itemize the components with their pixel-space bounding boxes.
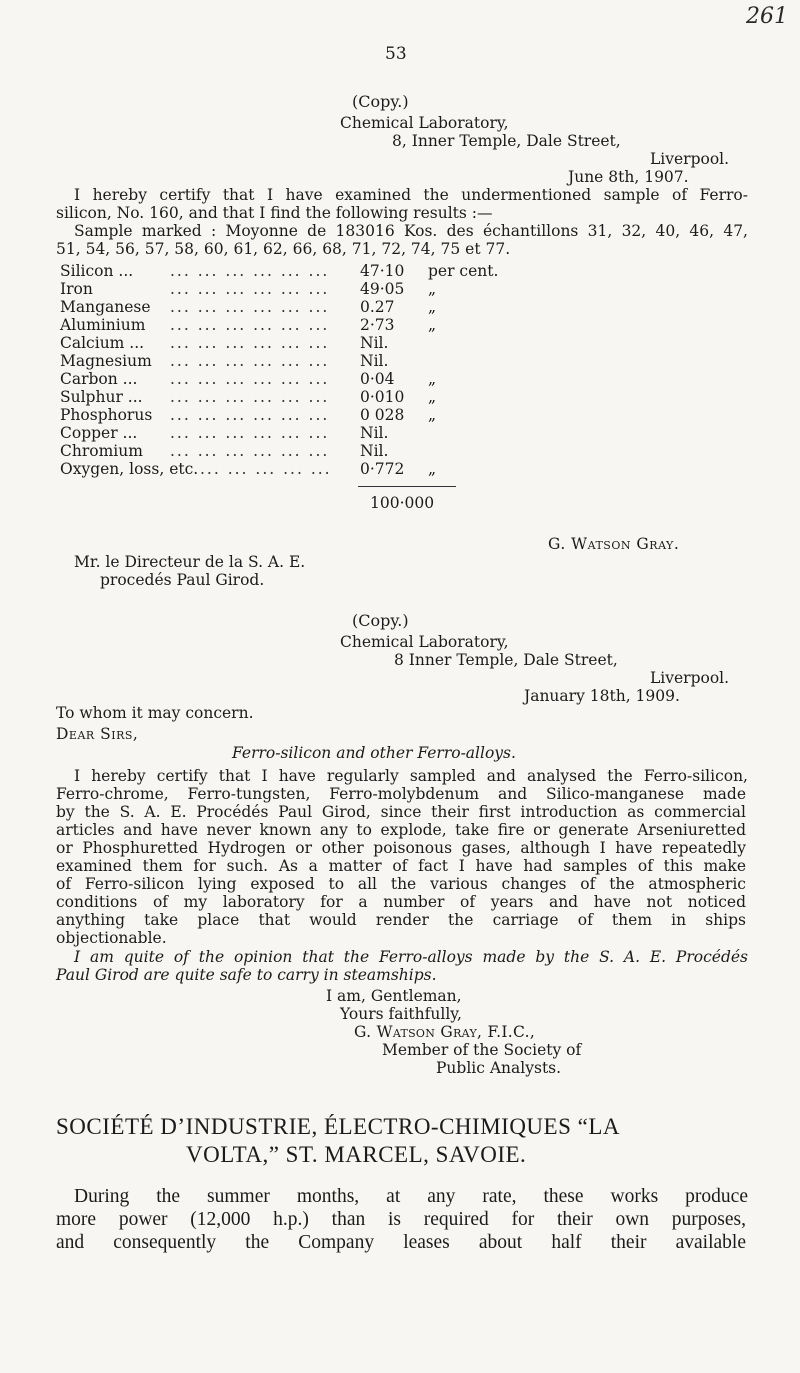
table-row	[60, 370, 760, 389]
salutation: Dear Sirs,	[56, 725, 139, 743]
element-value: 0·010	[360, 388, 405, 406]
address-line: Liverpool.	[650, 150, 730, 168]
total-value: 100·000	[370, 494, 435, 512]
element-value: 2·73	[360, 316, 395, 334]
element-value: Nil.	[360, 352, 389, 370]
element-name: Carbon ...	[60, 370, 138, 388]
element-unit: per cent.	[428, 262, 499, 280]
copy-label: (Copy.)	[352, 92, 409, 111]
table-row	[60, 334, 760, 353]
closing-line: Member of the Society of	[382, 1041, 582, 1059]
addressee-line: Mr. le Directeur de la S. A. E.	[74, 553, 306, 571]
section-body-line: and consequently the Company leases about half their available	[56, 1232, 746, 1253]
element-name: Calcium ...	[60, 334, 145, 352]
table-row	[60, 424, 760, 443]
table-row	[60, 460, 760, 479]
element-unit: „	[428, 316, 437, 334]
opinion-line: I am quite of the opinion that the Ferro-alloys made by the S. A. E. Procédés	[74, 948, 748, 966]
table-row	[60, 262, 760, 281]
section-heading: SOCIÉTÉ D’INDUSTRIE, ÉLECTRO-CHIMIQUES “LA	[56, 1114, 620, 1139]
body-line: examined them for such. As a matter of fact I have had samples of this make	[56, 857, 746, 875]
intro-line: silicon, No. 160, and that I find the following results :—	[56, 204, 493, 222]
body-line: by the S. A. E. Procédés Paul Girod, since their first introduction as commercial	[56, 803, 746, 821]
leader-dots: ... ... ... ... ... ...	[170, 334, 330, 352]
table-row	[60, 298, 760, 317]
intro-line: Sample marked : Moyonne de 183016 Kos. des échantillons 31, 32, 40, 46, 47,	[74, 222, 748, 240]
element-name: Chromium	[60, 442, 143, 460]
element-name: Sulphur ...	[60, 388, 143, 406]
leader-dots: ... ... ... ... ... ...	[170, 262, 330, 280]
body-line: of Ferro-silicon lying exposed to all the various changes of the atmospheric	[56, 875, 746, 893]
element-name: Oxygen, loss, etc.	[60, 460, 199, 478]
leader-dots: ... ... ... ... ... ...	[170, 406, 330, 424]
element-unit: „	[428, 370, 437, 388]
table-row	[60, 406, 760, 425]
page-number: 53	[385, 44, 407, 64]
leader-dots: ... ... ... ... ... ...	[170, 280, 330, 298]
total-rule	[358, 486, 456, 487]
leader-dots: ... ... ... ... ... ...	[170, 388, 330, 406]
leader-dots: ... ... ... ... ... ...	[170, 442, 330, 460]
leader-dots: ... ... ... ... ... ...	[170, 316, 330, 334]
body-line: I hereby certify that I have regularly sampled and analysed the Ferro-silicon,	[74, 767, 748, 785]
element-value: Nil.	[360, 424, 389, 442]
section-heading: VOLTA,” ST. MARCEL, SAVOIE.	[186, 1142, 527, 1167]
address-line: 8 Inner Temple, Dale Street,	[394, 651, 618, 669]
element-unit: „	[428, 388, 437, 406]
element-value: 0 028	[360, 406, 405, 424]
section-body-line: During the summer months, at any rate, these works produce	[74, 1186, 748, 1207]
element-name: Silicon ...	[60, 262, 134, 280]
element-name: Aluminium	[60, 316, 146, 334]
element-value: 0·772	[360, 460, 405, 478]
table-row	[60, 388, 760, 407]
leader-dots: ... ... ... ... ...	[200, 460, 332, 478]
closing-line: I am, Gentleman,	[326, 987, 462, 1005]
table-row	[60, 442, 760, 461]
opinion-line: Paul Girod are quite safe to carry in steamships.	[56, 966, 437, 984]
leader-dots: ... ... ... ... ... ...	[170, 424, 330, 442]
element-unit: „	[428, 406, 437, 424]
table-row	[60, 280, 760, 299]
element-value: 0.27	[360, 298, 395, 316]
body-line: conditions of my laboratory for a number of years and have not noticed	[56, 893, 746, 911]
element-unit: „	[428, 298, 437, 316]
element-name: Manganese	[60, 298, 151, 316]
element-unit: „	[428, 280, 437, 298]
address-line: Chemical Laboratory,	[340, 114, 509, 132]
letter-date: January 18th, 1909.	[524, 687, 680, 705]
copy-label: (Copy.)	[352, 611, 409, 630]
leader-dots: ... ... ... ... ... ...	[170, 298, 330, 316]
element-name: Magnesium	[60, 352, 152, 370]
table-row	[60, 352, 760, 371]
element-value: Nil.	[360, 442, 389, 460]
element-value: Nil.	[360, 334, 389, 352]
element-name: Copper ...	[60, 424, 138, 442]
element-name: Iron	[60, 280, 93, 298]
addressee-line: procedés Paul Girod.	[100, 571, 265, 589]
leader-dots: ... ... ... ... ... ...	[170, 370, 330, 388]
element-value: 0·04	[360, 370, 395, 388]
intro-line: 51, 54, 56, 57, 58, 60, 61, 62, 66, 68, 71, 72, 74, 75 et 77.	[56, 240, 511, 258]
signature: G. Watson Gray, F.I.C.,	[354, 1023, 536, 1041]
letter-date: June 8th, 1907.	[568, 168, 689, 186]
body-line: Ferro-chrome, Ferro-tungsten, Ferro-molybdenum and Silico-manganese made	[56, 785, 746, 803]
closing-line: Yours faithfully,	[340, 1005, 462, 1023]
element-value: 47·10	[360, 262, 405, 280]
element-value: 49·05	[360, 280, 405, 298]
recipient: To whom it may concern.	[56, 704, 254, 722]
subject-line: Ferro-silicon and other Ferro-alloys.	[232, 744, 516, 762]
signature: G. Watson Gray.	[548, 535, 680, 553]
address-line: 8, Inner Temple, Dale Street,	[392, 132, 621, 150]
address-line: Liverpool.	[650, 669, 730, 687]
element-name: Phosphorus	[60, 406, 153, 424]
element-unit: „	[428, 460, 437, 478]
table-row	[60, 316, 760, 335]
closing-line: Public Analysts.	[436, 1059, 562, 1077]
intro-line: I hereby certify that I have examined the undermentioned sample of Ferro-	[74, 186, 748, 204]
body-line: objectionable.	[56, 929, 167, 947]
handwritten-page-mark: 261	[746, 4, 788, 29]
body-line: articles and have never known any to explode, take fire or generate Arseniuretted	[56, 821, 746, 839]
leader-dots: ... ... ... ... ... ...	[170, 352, 330, 370]
section-body-line: more power (12,000 h.p.) than is required for their own purposes,	[56, 1209, 746, 1230]
address-line: Chemical Laboratory,	[340, 633, 509, 651]
body-line: or Phosphuretted Hydrogen or other poisonous gases, although I have repeatedly	[56, 839, 746, 857]
body-line: anything take place that would render the carriage of them in ships	[56, 911, 746, 929]
